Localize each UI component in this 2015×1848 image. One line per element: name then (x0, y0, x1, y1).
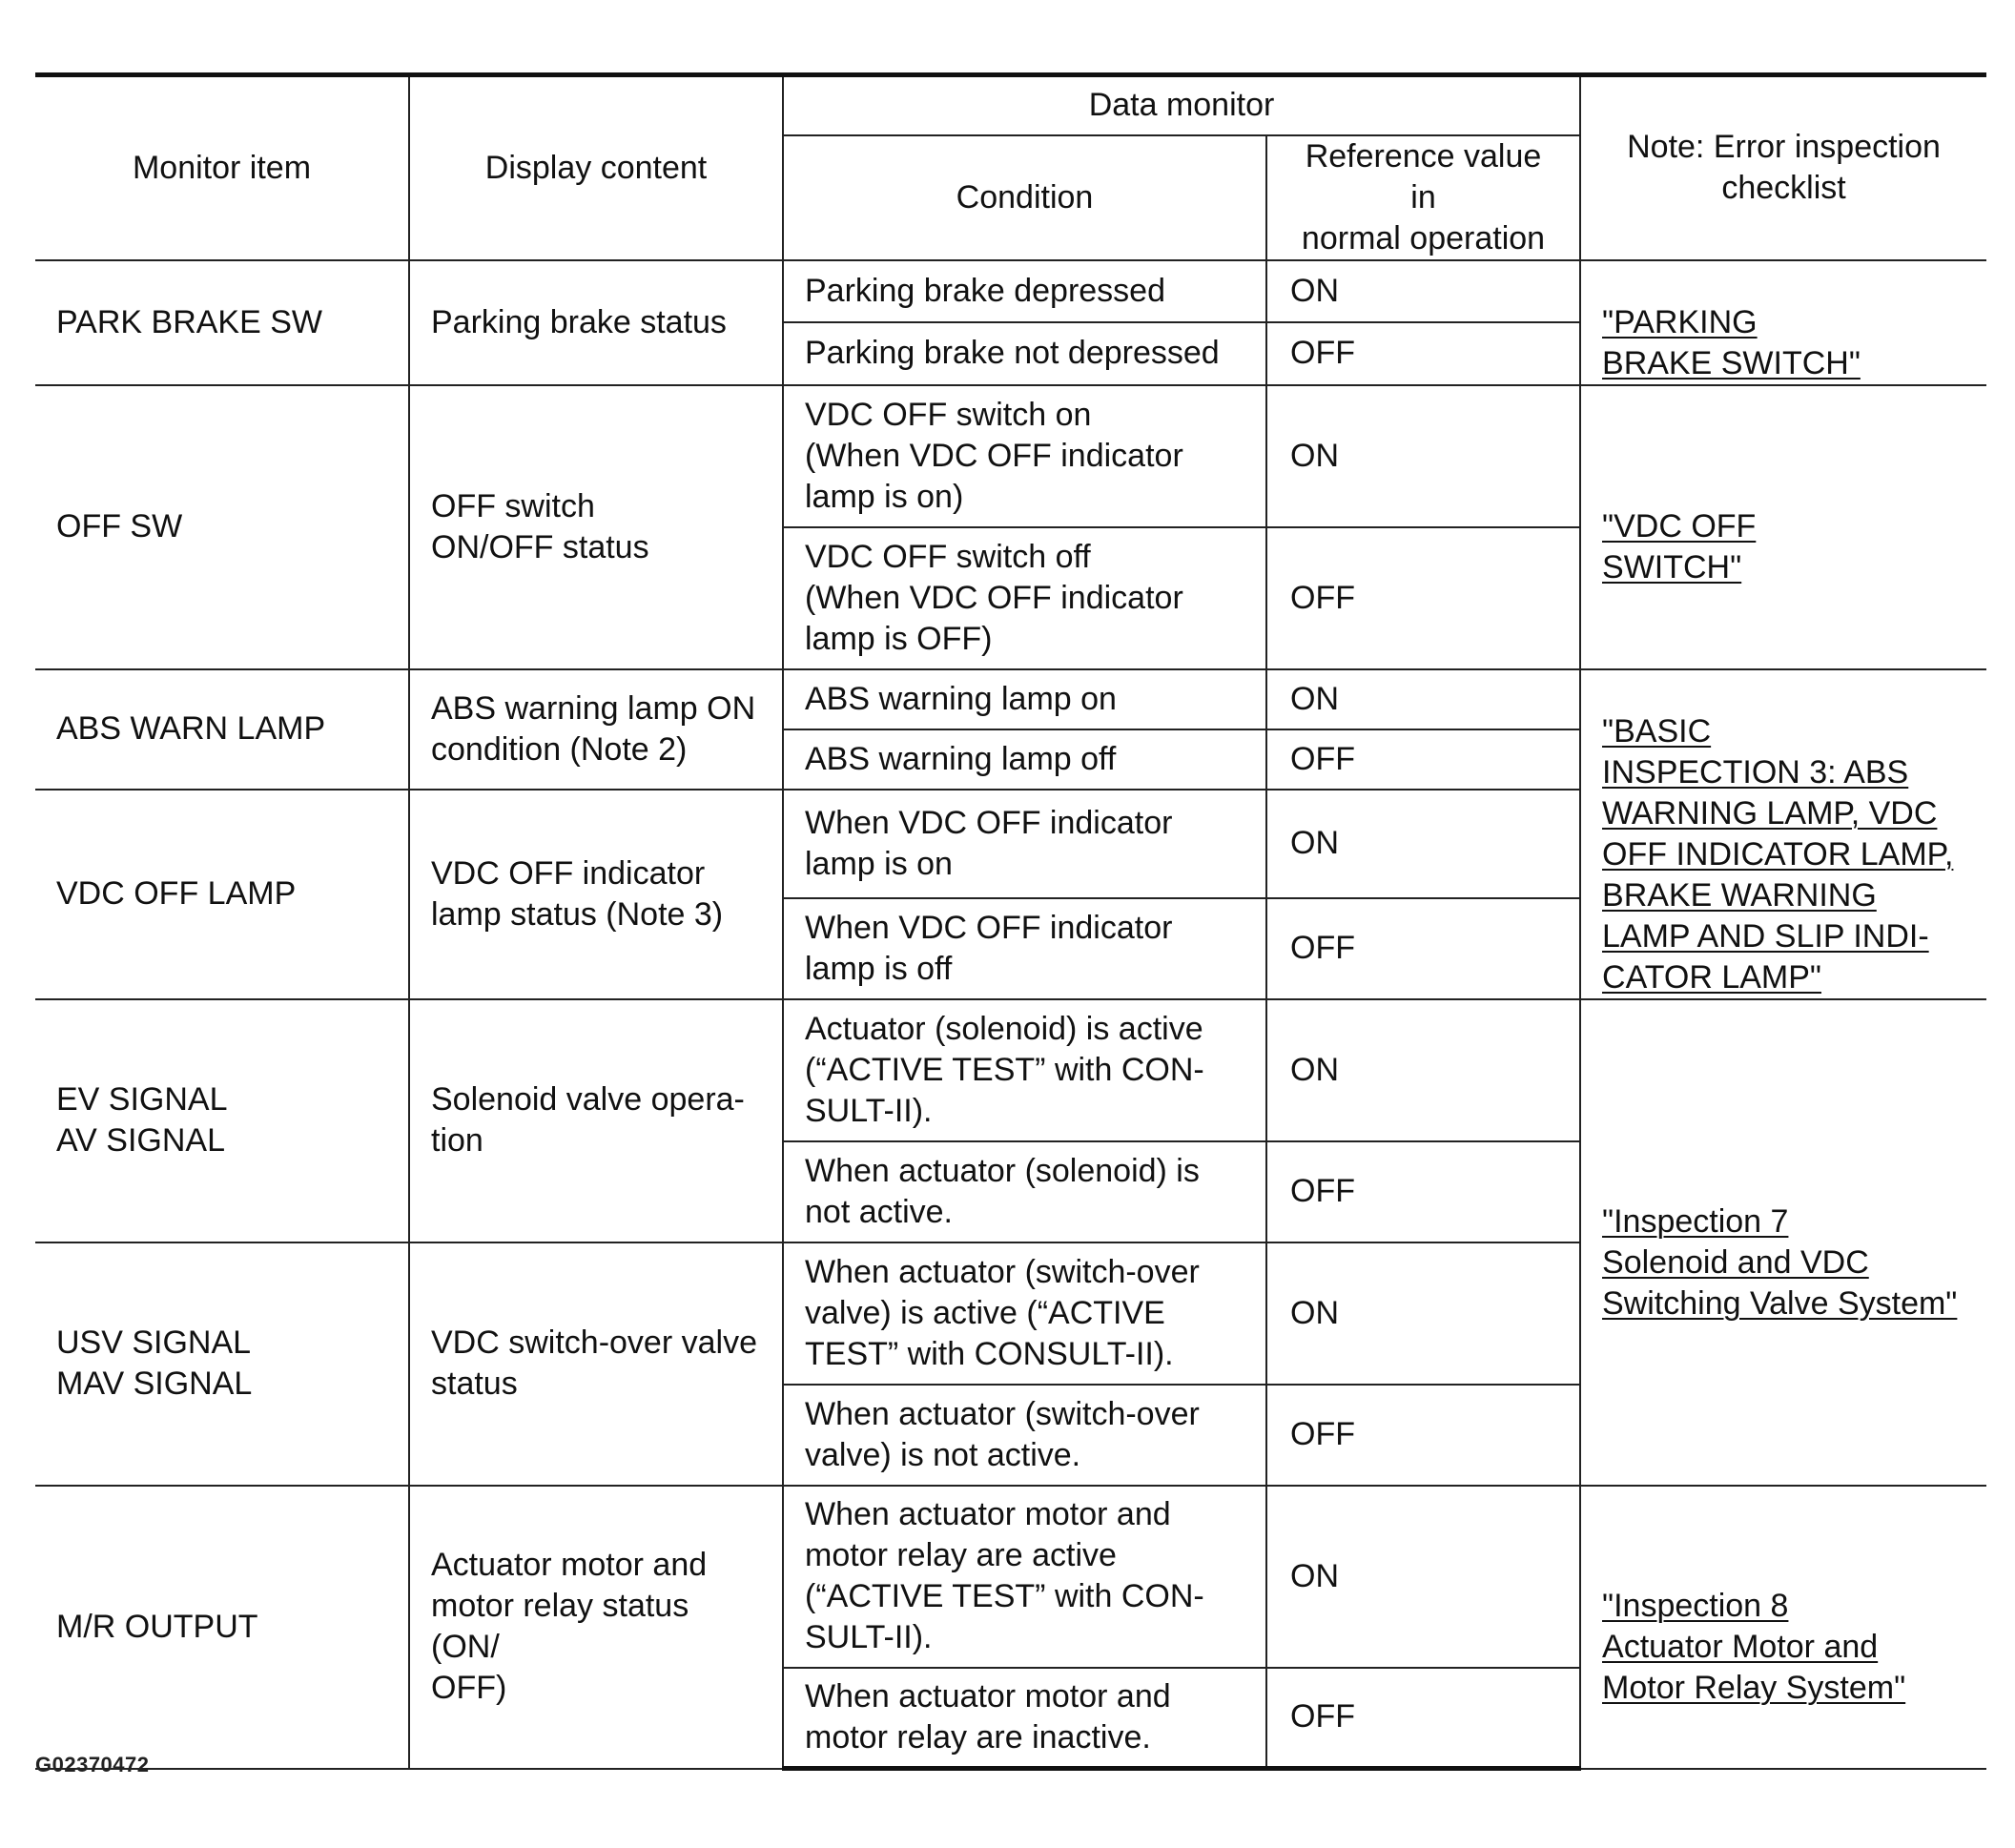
condition-cell: When actuator (solenoid) is not active. (783, 1141, 1266, 1242)
condition-cell: When VDC OFF indicator lamp is off (783, 898, 1266, 999)
table-row (35, 669, 1986, 729)
monitor-item-cell: OFF SW (35, 385, 409, 669)
reference-value-cell: ON (1266, 669, 1580, 729)
condition-cell: Parking brake not depressed (783, 322, 1266, 385)
reference-value-cell: OFF (1266, 1141, 1580, 1242)
reference-value-cell: ON (1266, 1486, 1580, 1668)
table-row (35, 385, 1986, 527)
note-link-basic-inspection-3[interactable]: "BASIC INSPECTION 3: ABS WARNING LAMP, VDC OFF INDICATOR LAMP, BRAKE WARNING LAMP AND SLIP INDI- CATOR LAMP" (1602, 712, 1954, 996)
condition-cell: When VDC OFF indicator lamp is on (783, 790, 1266, 898)
figure-id: G02370472 (35, 1753, 150, 1776)
note-cell (1580, 669, 1986, 999)
display-content-cell: Solenoid valve opera- tion (409, 999, 783, 1242)
display-content-cell: VDC OFF indicator lamp status (Note 3) (409, 790, 783, 999)
reference-value-cell: ON (1266, 999, 1580, 1141)
condition-cell: When actuator motor and motor relay are inactive. (783, 1668, 1266, 1769)
reference-value-cell: OFF (1266, 1668, 1580, 1769)
header-data-monitor: Data monitor (783, 75, 1580, 135)
header-reference-value: Reference value in normal operation (1266, 135, 1580, 260)
header-display-content: Display content (409, 75, 783, 260)
table-row (35, 260, 1986, 323)
display-content-cell: VDC switch-over valve status (409, 1242, 783, 1486)
condition-cell: VDC OFF switch on (When VDC OFF indicator lamp is on) (783, 385, 1266, 527)
reference-value-cell: OFF (1266, 729, 1580, 790)
note-cell (1580, 385, 1986, 669)
condition-cell: Parking brake depressed (783, 260, 1266, 323)
monitor-item-cell: VDC OFF LAMP (35, 790, 409, 999)
display-content-cell: OFF switch ON/OFF status (409, 385, 783, 669)
reference-value-cell: OFF (1266, 898, 1580, 999)
table-row (35, 1486, 1986, 1668)
note-cell (1580, 1486, 1986, 1769)
reference-value-cell: OFF (1266, 1385, 1580, 1486)
reference-value-cell: ON (1266, 1242, 1580, 1385)
monitor-table-sheet (35, 72, 1986, 1771)
reference-value-cell: ON (1266, 260, 1580, 323)
data-monitor-table (35, 72, 1986, 1771)
display-content-cell: Parking brake status (409, 260, 783, 385)
header-note: Note: Error inspection checklist (1580, 75, 1986, 260)
condition-cell: VDC OFF switch off (When VDC OFF indicator lamp is OFF) (783, 527, 1266, 669)
condition-cell: Actuator (solenoid) is active (“ACTIVE TEST” with CON- SULT-II). (783, 999, 1266, 1141)
reference-value-cell: OFF (1266, 527, 1580, 669)
display-content-cell: ABS warning lamp ON condition (Note 2) (409, 669, 783, 790)
reference-value-cell: OFF (1266, 322, 1580, 385)
note-cell (1580, 260, 1986, 385)
note-link-parking-brake-switch[interactable]: "PARKING BRAKE SWITCH" (1602, 303, 1861, 381)
table-row (35, 999, 1986, 1141)
note-cell (1580, 999, 1986, 1486)
note-link-inspection-8[interactable]: "Inspection 8 Actuator Motor and Motor Relay System" (1602, 1588, 1906, 1706)
note-link-inspection-7[interactable]: "Inspection 7 Solenoid and VDC Switching Valve System" (1602, 1202, 1958, 1322)
condition-cell: ABS warning lamp off (783, 729, 1266, 790)
condition-cell: ABS warning lamp on (783, 669, 1266, 729)
condition-cell: When actuator (switch-over valve) is not active. (783, 1385, 1266, 1486)
monitor-item-cell: M/R OUTPUT (35, 1486, 409, 1769)
condition-cell: When actuator (switch-over valve) is active (“ACTIVE TEST” with CONSULT-II). (783, 1242, 1266, 1385)
header-condition: Condition (783, 135, 1266, 260)
reference-value-cell: ON (1266, 385, 1580, 527)
reference-value-cell: ON (1266, 790, 1580, 898)
display-content-cell: Actuator motor and motor relay status (ON/ OFF) (409, 1486, 783, 1769)
condition-cell: When actuator motor and motor relay are active (“ACTIVE TEST” with CON- SULT-II). (783, 1486, 1266, 1668)
note-link-vdc-off-switch[interactable]: "VDC OFF SWITCH" (1602, 508, 1757, 585)
monitor-item-cell: PARK BRAKE SW (35, 260, 409, 385)
monitor-item-cell: ABS WARN LAMP (35, 669, 409, 790)
monitor-item-cell: EV SIGNAL AV SIGNAL (35, 999, 409, 1242)
monitor-item-cell: USV SIGNAL MAV SIGNAL (35, 1242, 409, 1486)
header-monitor-item: Monitor item (35, 75, 409, 260)
